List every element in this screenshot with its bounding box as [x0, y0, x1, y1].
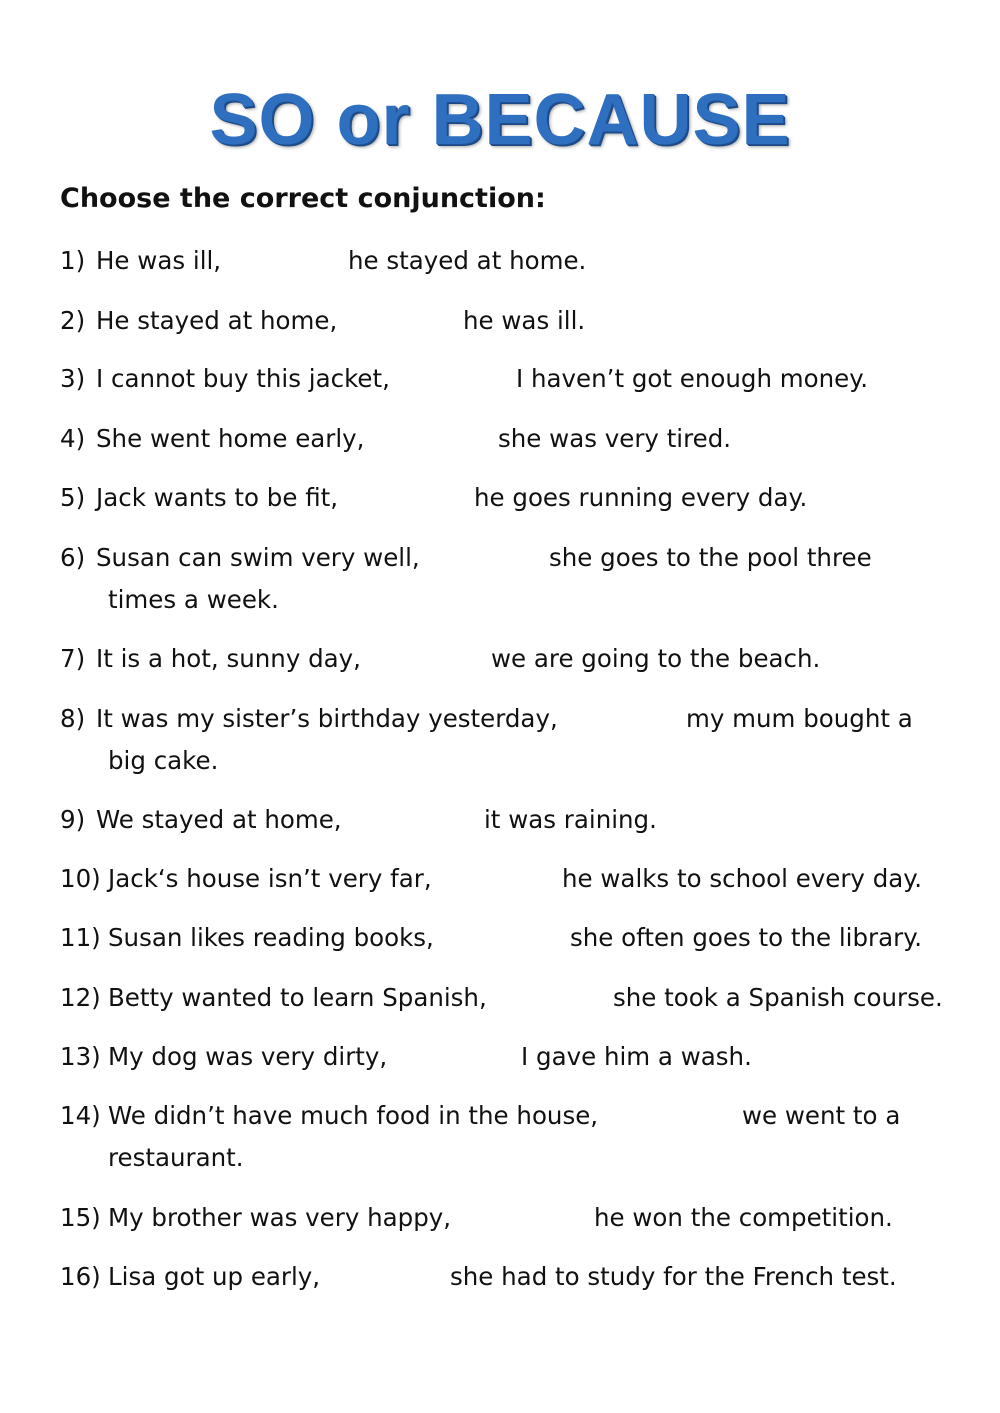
- sentence-first-part: It was my sister’s birthday yesterday,: [96, 704, 558, 733]
- list-item: [60, 698, 960, 782]
- list-item: [60, 358, 960, 400]
- sentence-first-part: Betty wanted to learn Spanish,: [108, 983, 487, 1012]
- item-number: 7): [60, 644, 86, 673]
- sentence-continuation: restaurant.: [108, 1143, 244, 1172]
- sentence-second-part: she took a Spanish course.: [613, 983, 943, 1012]
- item-number: 9): [60, 805, 86, 834]
- sentence-first-part: She went home early,: [96, 424, 365, 453]
- sentence-first-part: We didn’t have much food in the house,: [108, 1101, 599, 1130]
- sentence-second-part: I haven’t got enough money.: [516, 364, 869, 393]
- list-item: [60, 917, 960, 959]
- sentence-first-part: Jack wants to be fit,: [96, 483, 339, 512]
- sentence-first-part: He stayed at home,: [96, 306, 338, 335]
- sentence-first-part: Susan can swim very well,: [96, 543, 420, 572]
- item-number: 15): [60, 1203, 101, 1232]
- item-number: 4): [60, 424, 86, 453]
- item-number: 8): [60, 704, 86, 733]
- item-number: 16): [60, 1262, 101, 1291]
- sentence-second-part: he goes running every day.: [474, 483, 808, 512]
- list-item: [60, 1095, 960, 1179]
- list-item: [60, 477, 960, 519]
- sentence-first-part: I cannot buy this jacket,: [96, 364, 390, 393]
- sentence-first-part: My brother was very happy,: [108, 1203, 452, 1232]
- sentence-second-part: he won the competition.: [594, 1203, 893, 1232]
- list-item: [60, 1197, 960, 1239]
- item-number: 1): [60, 246, 86, 275]
- sentence-second-part: he was ill.: [463, 306, 586, 335]
- list-item: [60, 638, 960, 680]
- list-item: [60, 799, 960, 841]
- list-item: [60, 1256, 960, 1298]
- sentence-continuation: times a week.: [108, 585, 279, 614]
- item-number: 2): [60, 306, 86, 335]
- list-item: [60, 418, 960, 460]
- sentence-second-part: she had to study for the French test.: [450, 1262, 897, 1291]
- sentence-second-part: she was very tired.: [498, 424, 732, 453]
- item-number: 11): [60, 923, 101, 952]
- list-item: [60, 977, 960, 1019]
- sentence-second-part: she goes to the pool three: [549, 543, 872, 572]
- sentence-continuation: big cake.: [108, 746, 219, 775]
- sentence-first-part: Lisa got up early,: [108, 1262, 321, 1291]
- item-number: 12): [60, 983, 101, 1012]
- instruction: Choose the correct conjunction:: [60, 183, 546, 214]
- list-item: [60, 858, 960, 900]
- sentence-first-part: My dog was very dirty,: [108, 1042, 388, 1071]
- sentence-second-part: I gave him a wash.: [521, 1042, 752, 1071]
- sentence-second-part: he stayed at home.: [348, 246, 587, 275]
- item-number: 10): [60, 864, 101, 893]
- page-title: SO or BECAUSE: [209, 80, 791, 160]
- sentence-second-part: she often goes to the library.: [570, 923, 922, 952]
- item-number: 14): [60, 1101, 101, 1130]
- sentence-first-part: Susan likes reading books,: [108, 923, 434, 952]
- list-item: [60, 1036, 960, 1078]
- list-item: [60, 300, 960, 342]
- list-item: [60, 537, 960, 621]
- sentence-first-part: He was ill,: [96, 246, 222, 275]
- sentence-second-part: he walks to school every day.: [562, 864, 923, 893]
- sentence-second-part: we are going to the beach.: [491, 644, 821, 673]
- sentence-first-part: It is a hot, sunny day,: [96, 644, 361, 673]
- sentence-second-part: we went to a: [742, 1101, 901, 1130]
- list-item: [60, 240, 960, 282]
- sentence-first-part: Jack‘s house isn’t very far,: [108, 864, 432, 893]
- item-number: 13): [60, 1042, 101, 1071]
- sentence-first-part: We stayed at home,: [96, 805, 342, 834]
- sentence-second-part: my mum bought a: [686, 704, 913, 733]
- item-number: 3): [60, 364, 86, 393]
- sentence-second-part: it was raining.: [484, 805, 657, 834]
- item-number: 6): [60, 543, 86, 572]
- item-number: 5): [60, 483, 86, 512]
